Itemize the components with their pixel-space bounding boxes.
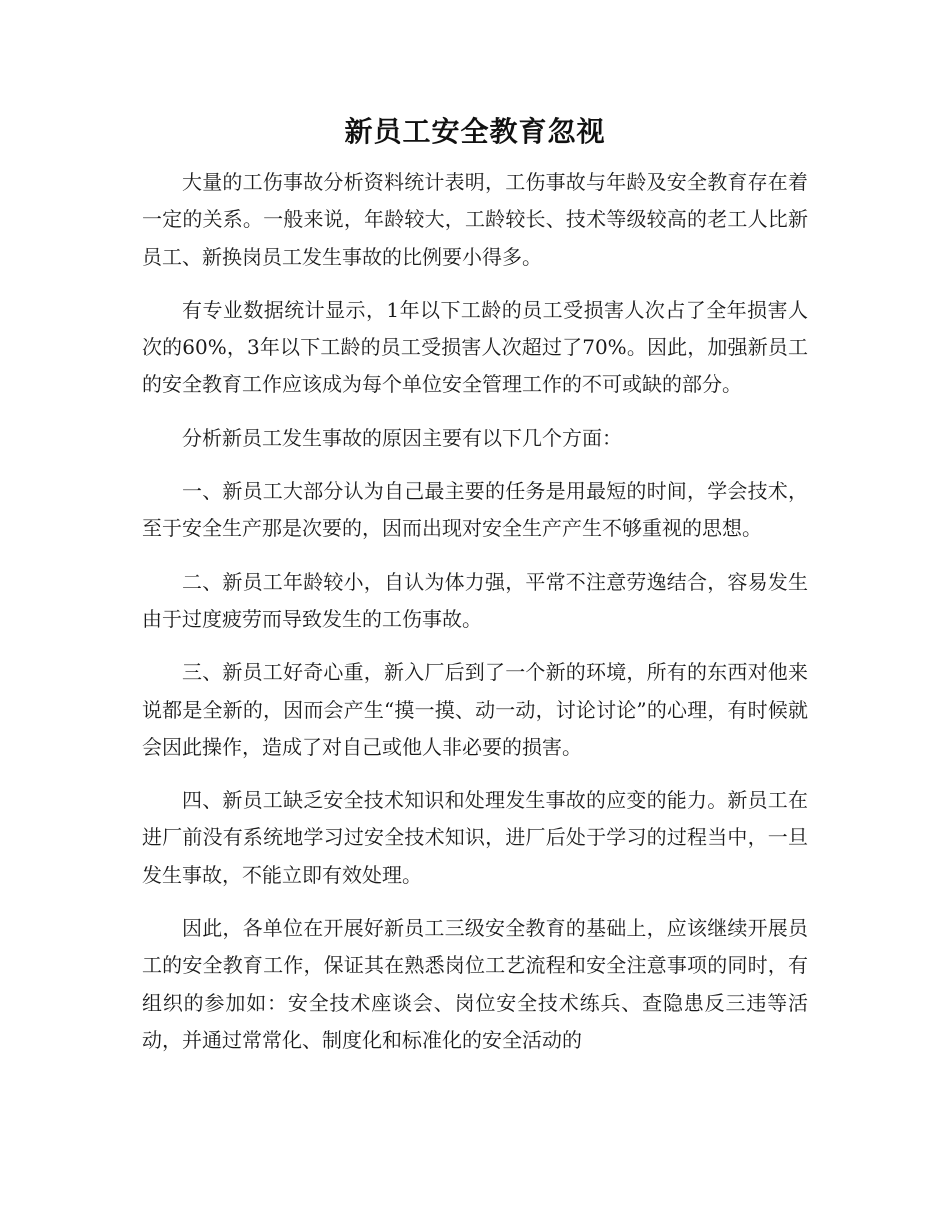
paragraph-3: 分析新员工发生事故的原因主要有以下几个方面： bbox=[182, 425, 622, 450]
paragraph-8: 因此，各单位在开展好新员工三级安全教育的基础上，应该继续开展员工的安全教育工作，保证其在熟悉岗位工艺流程和安全注意事项的同时，有组织的参加如：安全技术座谈会、岗位安全技术练兵、查隐患反三违等活动，并通过常常化、制度化和标准化的安全活动的 bbox=[142, 916, 808, 1052]
paragraph-4: 一、新员工大部分认为自己最主要的任务是用最短的时间，学会技术，至于安全生产那是次要的，因而出现对安全生产产生不够重视的思想。 bbox=[142, 479, 808, 541]
paragraph-5: 二、新员工年龄较小，自认为体力强，平常不注意劳逸结合，容易发生由于过度疲劳而导致发生的工伤事故。 bbox=[142, 569, 808, 631]
paragraph-2: 有专业数据统计显示，1年以下工龄的员工受损害人次占了全年损害人次的60%，3年以下工龄的员工受损害人次超过了70%。因此，加强新员工的安全教育工作应该成为每个单位安全管理工作的不可或缺的部分。 bbox=[142, 297, 808, 397]
document-body bbox=[142, 164, 808, 1075]
document-title: 新员工安全教育忽视 bbox=[344, 115, 606, 148]
paragraph-1: 大量的工伤事故分析资料统计表明，工伤事故与年龄及安全教育存在着一定的关系。一般来说，年龄较大，工龄较长、技术等级较高的老工人比新员工、新换岗员工发生事故的比例要小得多。 bbox=[142, 170, 808, 269]
paragraph-7: 四、新员工缺乏安全技术知识和处理发生事故的应变的能力。新员工在进厂前没有系统地学习过安全技术知识，进厂后处于学习的过程当中，一旦发生事故，不能立即有效处理。 bbox=[142, 788, 808, 887]
paragraph-6: 三、新员工好奇心重，新入厂后到了一个新的环境，所有的东西对他来说都是全新的，因而会产生“摸一摸、动一动，讨论讨论”的心理，有时候就会因此操作，造成了对自己或他人非必要的损害。 bbox=[142, 660, 808, 759]
